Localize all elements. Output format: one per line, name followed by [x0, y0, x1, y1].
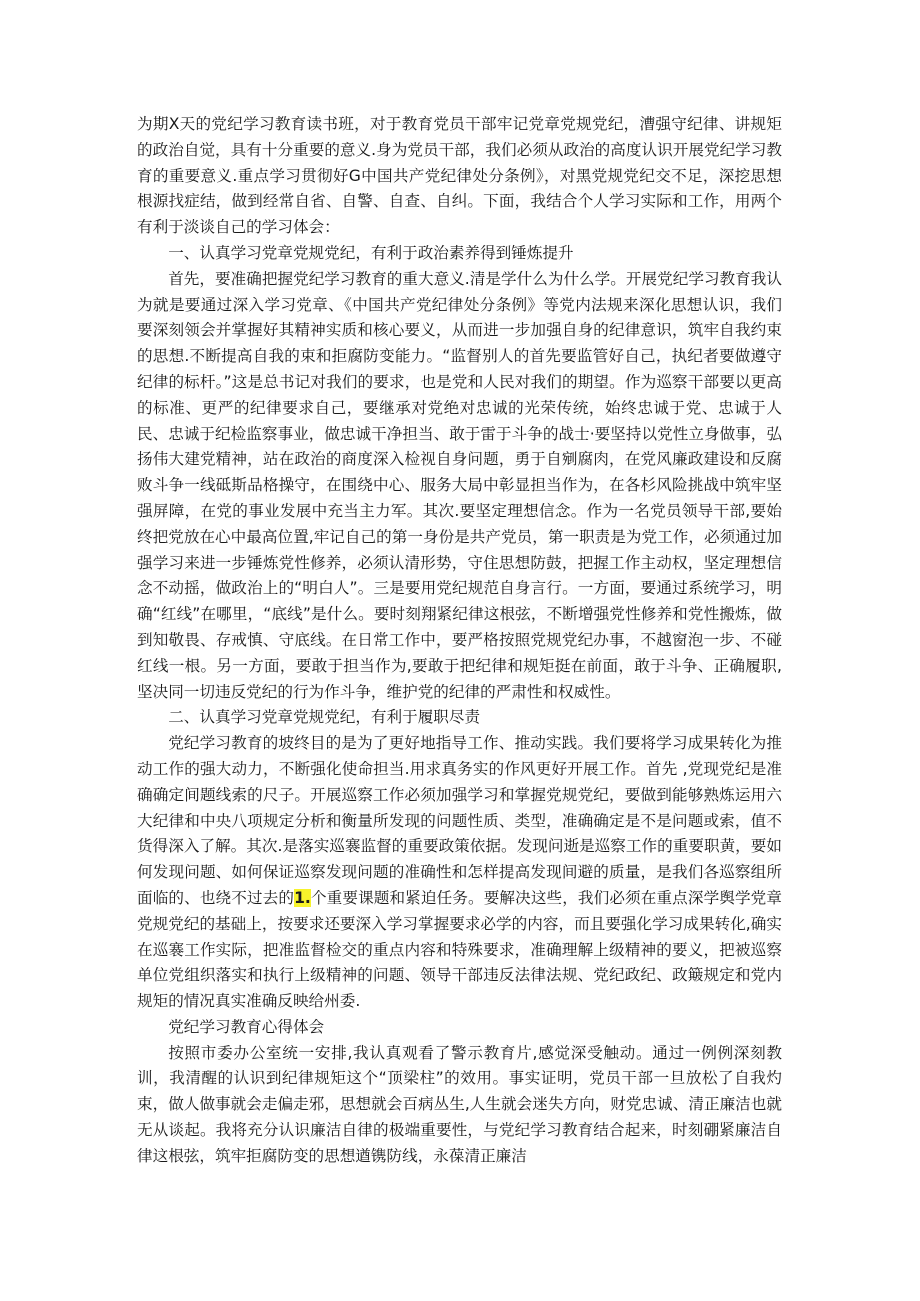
section-2-text-after: 个重要课题和紧迫任务。要解决这些，我们必须在重点深学舆学党章党规党纪的基础上，按要求还要深入学习掌握要求必学的内容，而且要强化学习成果转化,确实在巡褰工作实际，把准监督检交的重点内容和特殊要求，准确理解上级精神的要义，把被巡察单位党组织落实和执行上级精神的问题、领导干部违反法律法规、党纪政纪、政簸规定和党内规矩的情况真实准确反映给州委. [137, 888, 782, 1011]
section-2-paragraph [137, 731, 782, 1015]
section-2-text-before: 党纪学习教育的坡终目的是为了更好地指导工作、推动实践。我们要将学习成果转化为推动工作的强大动力，不断强化使命担当.用求真务实的作风更好开展工作。首先 ,党现党纪是准确确定间题线索的尺子。开展巡察工作必须加强学习和掌握党规党纪，要做到能够熟炼运用六大纪律和中央八项规定分析和衡量所发现的问题性质、类型，准确确定是不是问题或索，值不货得深入了解。其次.是落实巡褰监督的重要政策依据。发现问逝是巡察工作的重要职黄，要如何发现问题、如何保证巡察发现问题的准确性和怎样提高发现间避的质量，是我们各巡察组所面临的、也绕不过去的 [137, 734, 782, 907]
section-heading-1: 一、认真学习党章党规党纪，有利于政治素养得到锤炼提升 [168, 243, 574, 262]
document-page [137, 112, 782, 1170]
section-heading-2: 二、认真学习党章党规党纪，有利于履职尽责 [168, 708, 481, 727]
closing-paragraph: 按照市委办公室统一安排,我认真观看了警示教育片,感觉深受触动。通过一例例深刻教训，我清醒的认识到纪律规矩这个“顶梁柱”的效用。事实证明，党员干部一旦放松了自我灼束，做人做事就会走偏走邪，思想就会百病丛生,人生就会迷失方向，财党忠诚、清正廉洁也就无从谈起。我将充分认识廉洁自律的极端重要性，与党纪学习教育结合起来，时刻硼紧廉洁自律这根弦，筑牢拒腐防变的思想遒镌防线，永葆清正廉洁 [137, 1043, 782, 1165]
intro-paragraph: 为期X天的党纪学习教育读书班，对于教育党员干部牢记党章党规党纪，漕强守纪律、讲规矩的政治自觉，具有十分重要的意义.身为党员干部，我们必须从政治的高度认识开展党纪学习教育的重要意义.重点学习贯彻好G中国共产党纪律处分条例》，对黑党规党纪交不足，深挖思想根源找症结，做到经常自省、自警、自查、自纠。下面，我结合个人学习实际和工作，用两个有利于淡谈自己的学习体会： [137, 115, 782, 237]
section-1-paragraph: 首先，要准确把握党纪学习教育的重大意义.清是学什么为什么学。开展党纪学习教育我认为就是要通过深入学习党章、《中国共产党纪律处分条例》等党内法规来深化思想认识，我们要深刻领会并掌握好其精神实质和核心要义，从而进一步加强自身的纪律意识，筑牢自我约束的思想.不断提高自我的束和拒腐防变能力。“监督别人的首先要监管好自己，执纪者要做遵守纪律的标杆。”这是总书记对我们的要求，也是党和人民对我们的期望。作为巡察干部要以更高的标准、更严的纪律要求自己，要继承对党绝对忠诚的光荣传统，始终忠诚于党、忠诚于人民、忠诚于纪检监察事业，做忠诚干净担当、敢于雷于斗争的战士·要坚持以党性立身做事，弘扬伟大建党精神，站在政治的商度深入检视自身问题，勇于自剜腐肉，在党风廉政建设和反腐败斗争一线砥斯品格操守，在围绕中心、服务大局中彰显担当作为，在各杉风险挑战中筑牢坚强屏障，在党的事业发展中充当主力军。其次.要坚定理想信念。作为一名党员领导干部,要始终把党放在心中最高位置,牢记自己的第一身份是共产党员，第一职责是为党工作，必须通过加强学习来进一步锤炼党性修养，必须认清形势，守住思想防鼓，把握工作主动权，坚定理想信念不动摇，做政治上的“明白人”。三是要用党纪规范自身言行。一方面，要通过系统学习，明确“红线”在哪里，“底线”是什么。要时刻翔紧纪律这根弦，不断增强党性修养和党性搬炼，做到知敬畏、存戒慎、守底线。在日常工作中，要严格按照党规党纪办事，不越窗泡一步、不碰红线一根。另一方面，要敢于担当作为,要敢于把纪律和规矩挺在前面，敢于斗争、正确履职,坚决同一切违反党纪的行为作斗争，维护党的纪律的严肃性和权威性。 [137, 269, 782, 701]
subtitle-heading: 党纪学习教育心得体会 [168, 1017, 325, 1036]
highlighted-marker: 1. [294, 888, 311, 907]
